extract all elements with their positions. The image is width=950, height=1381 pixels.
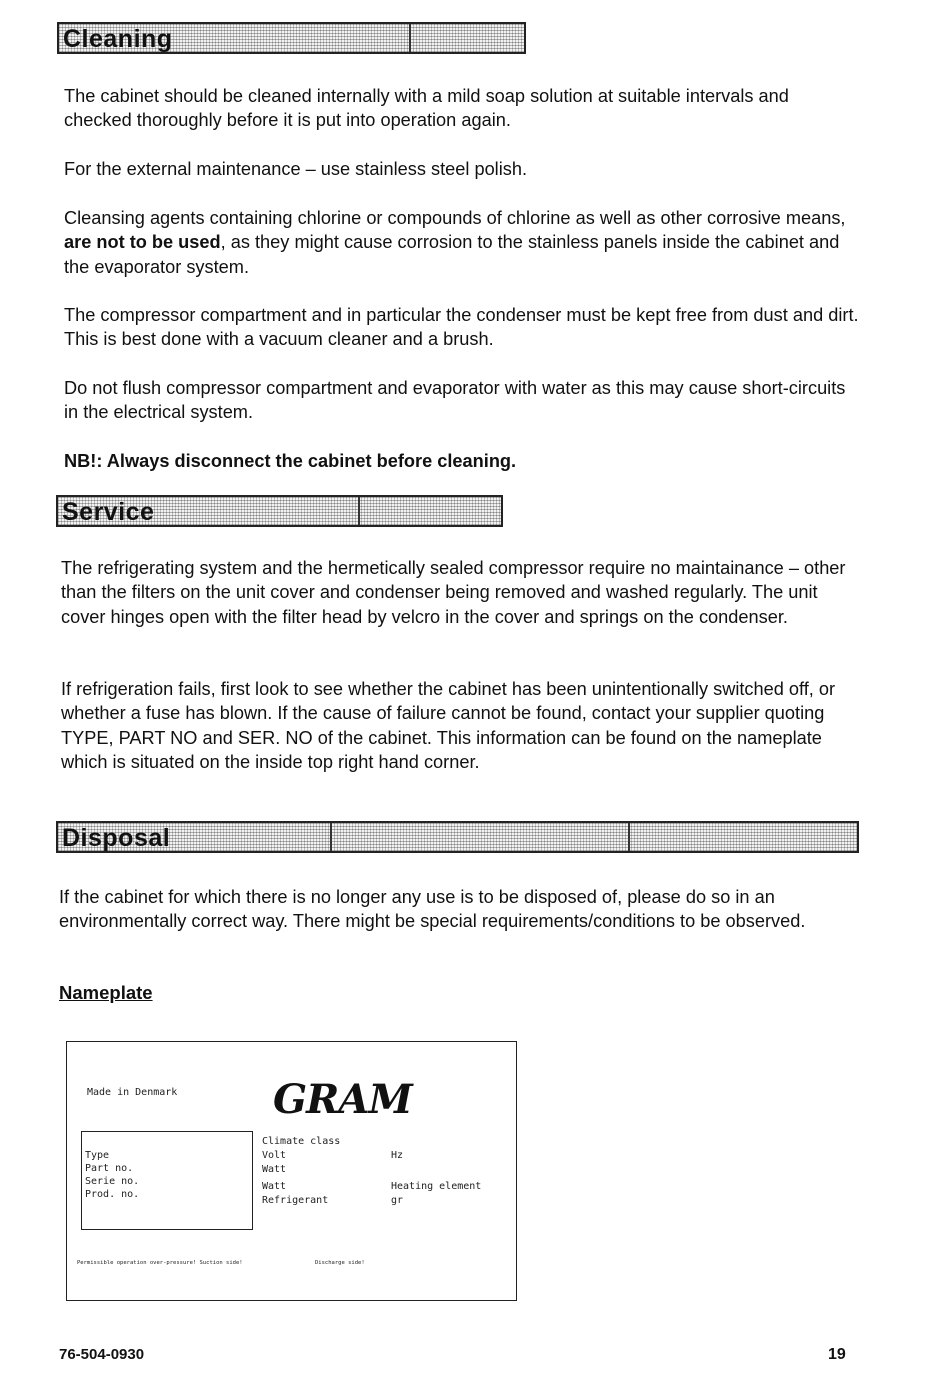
- cleaning-paragraph-3: Cleansing agents containing chlorine or compounds of chlorine as well as other corrosive means, are not to be used, as they might cause corrosion to the stainless panels inside the cabinet and the evaporator system.: [64, 208, 846, 277]
- cleaning-paragraph-2: For the external maintenance – use stainless steel polish.: [64, 159, 528, 179]
- service-paragraph-2: If refrigeration fails, first look to see whether the cabinet has been unintentionally switched off, or whether a fuse has blown. If the cause of failure cannot be found, contact your supplier quoting TYPE, PART NO and SER. NO of the cabinet. This information can be found on the nameplate which is situated on the inside top right hand corner.: [61, 679, 836, 773]
- watt-label-1: Watt: [262, 1164, 287, 1175]
- cleaning-header: [57, 22, 526, 54]
- serie-no-label: Serie no.: [85, 1176, 140, 1187]
- document-number: 76-504-0930: [59, 1346, 145, 1363]
- pressure-note: Permissible operation over-pressure! Suction side!: [77, 1260, 243, 1266]
- heating-element-label: Heating element: [391, 1181, 482, 1192]
- climate-class-label: Climate class: [262, 1136, 341, 1147]
- cleaning-title: Cleaning: [63, 25, 173, 53]
- disposal-title: Disposal: [62, 824, 171, 852]
- type-label: Type: [85, 1150, 110, 1161]
- discharge-note: Discharge side!: [315, 1260, 365, 1266]
- refrigerant-label: Refrigerant: [262, 1195, 329, 1206]
- cleaning-paragraph-4: The compressor compartment and in particular the condenser must be kept free from dust and dirt. This is best done with a vacuum cleaner and a brush.: [64, 305, 859, 350]
- volt-label: Volt: [262, 1150, 287, 1161]
- part-no-label: Part no.: [85, 1163, 134, 1174]
- nameplate-illustration: [66, 1041, 517, 1301]
- warning-emphasis: are not to be used: [64, 232, 221, 253]
- page-number: 19: [828, 1346, 846, 1363]
- prod-no-label: Prod. no.: [85, 1189, 140, 1200]
- disposal-header: [56, 821, 859, 853]
- nameplate-heading: Nameplate: [59, 982, 153, 1003]
- gram-logo: GRAM: [273, 1076, 412, 1123]
- hz-label: Hz: [391, 1150, 404, 1161]
- cleaning-note: NB!: Always disconnect the cabinet before cleaning.: [64, 451, 517, 471]
- made-in-label: Made in Denmark: [87, 1087, 178, 1098]
- service-title: Service: [62, 498, 155, 526]
- cleaning-paragraph-1: The cabinet should be cleaned internally with a mild soap solution at suitable intervals and checked thoroughly before it is put into operation again.: [64, 86, 789, 131]
- disposal-paragraph-1: If the cabinet for which there is no longer any use is to be disposed of, please do so in an environmentally correct way. There might be special requirements/conditions to be observed.: [59, 887, 806, 932]
- gr-label: gr: [391, 1195, 404, 1206]
- service-paragraph-1: The refrigerating system and the hermetically sealed compressor require no maintainance – other than the filters on the unit cover and condenser being removed and washed regularly. The unit cover hinges open with the filter head by velcro in the cover and springs on the condenser.: [61, 558, 846, 627]
- cleaning-paragraph-5: Do not flush compressor compartment and evaporator with water as this may cause short-circuits in the electrical system.: [64, 378, 846, 423]
- service-header: [56, 495, 503, 527]
- watt-label-2: Watt: [262, 1181, 287, 1192]
- nameplate-id-box: [81, 1131, 253, 1230]
